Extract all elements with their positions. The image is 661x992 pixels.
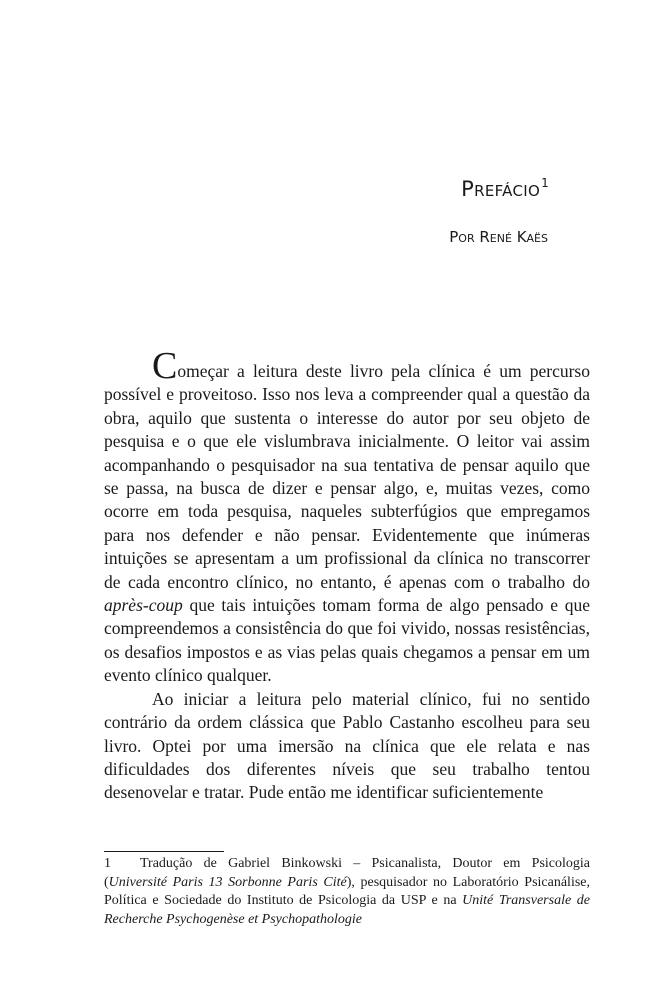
paragraph-2: Ao iniciar a leitura pelo material clínico, fui no sentido contrário da ordem clássica que Pablo Castanho escolheu para seu livro. Optei por uma imersão na clínica que ele relata e nas dificuldades dos diferentes níveis que seu trabalho tentou desenovelar e tratar. Pude então me identificar suficientemente [104, 688, 590, 803]
footnote-reference: 1 [541, 176, 549, 190]
chapter-title [461, 176, 549, 201]
body-text [104, 345, 590, 805]
chapter-title-text: Prefácio [461, 177, 541, 201]
footnote-italic-a: Université Paris 13 Sorbonne Paris Cité [108, 874, 347, 890]
footnote [104, 855, 590, 929]
footnote-divider [104, 851, 224, 852]
paragraph-1 [104, 345, 590, 688]
footnote-number: 1 [104, 856, 111, 871]
paragraph-1-text-b: que tais intuições tomam forma de algo pensado e que compreendemos a consistência do que foi vivido, nossas resistências, os desafios impostos e as vias pelas quais chegamos a pensar em um evento clínico qualquer. [104, 595, 590, 686]
paragraph-1-text-a: omeçar a leitura deste livro pela clínica é um percurso possível e proveitoso. Isso nos leva a compreender qual a questão da obra, aquilo que sustenta o interesse do autor por seu objeto de pesquisa e o que ele vislumbrava inicialmente. O leitor vai assim acompanhando o pesquisador na sua tentativa de pensar aquilo que se passa, na busca de dizer e pensar algo, e, muitas vezes, como ocorre em toda pesquisa, naqueles subterfúgios que empregamos para nos defender e não pensar. Evidentemente que inúmeras intuições se apresentam a um profissional da clínica no transcorrer de cada encontro clínico, no entanto, é apenas com o trabalho do [104, 361, 590, 592]
author-byline: Por René Kaës [449, 228, 548, 246]
drop-cap: C [152, 345, 178, 387]
footnote-text-a: Tradução de Gabriel Binkowski – Psicanalista, Doutor em Psicologia ( [104, 856, 590, 890]
italic-term: après-coup [104, 595, 183, 616]
footnote-text-b: ), pesquisador no Laboratório Psicanálise, Política e Sociedade do Instituto de Psicologia da USP e na [104, 874, 590, 908]
footnote-italic-b: Unité Transversale de Recherche Psychogenèse et Psychopathologie [104, 893, 590, 927]
